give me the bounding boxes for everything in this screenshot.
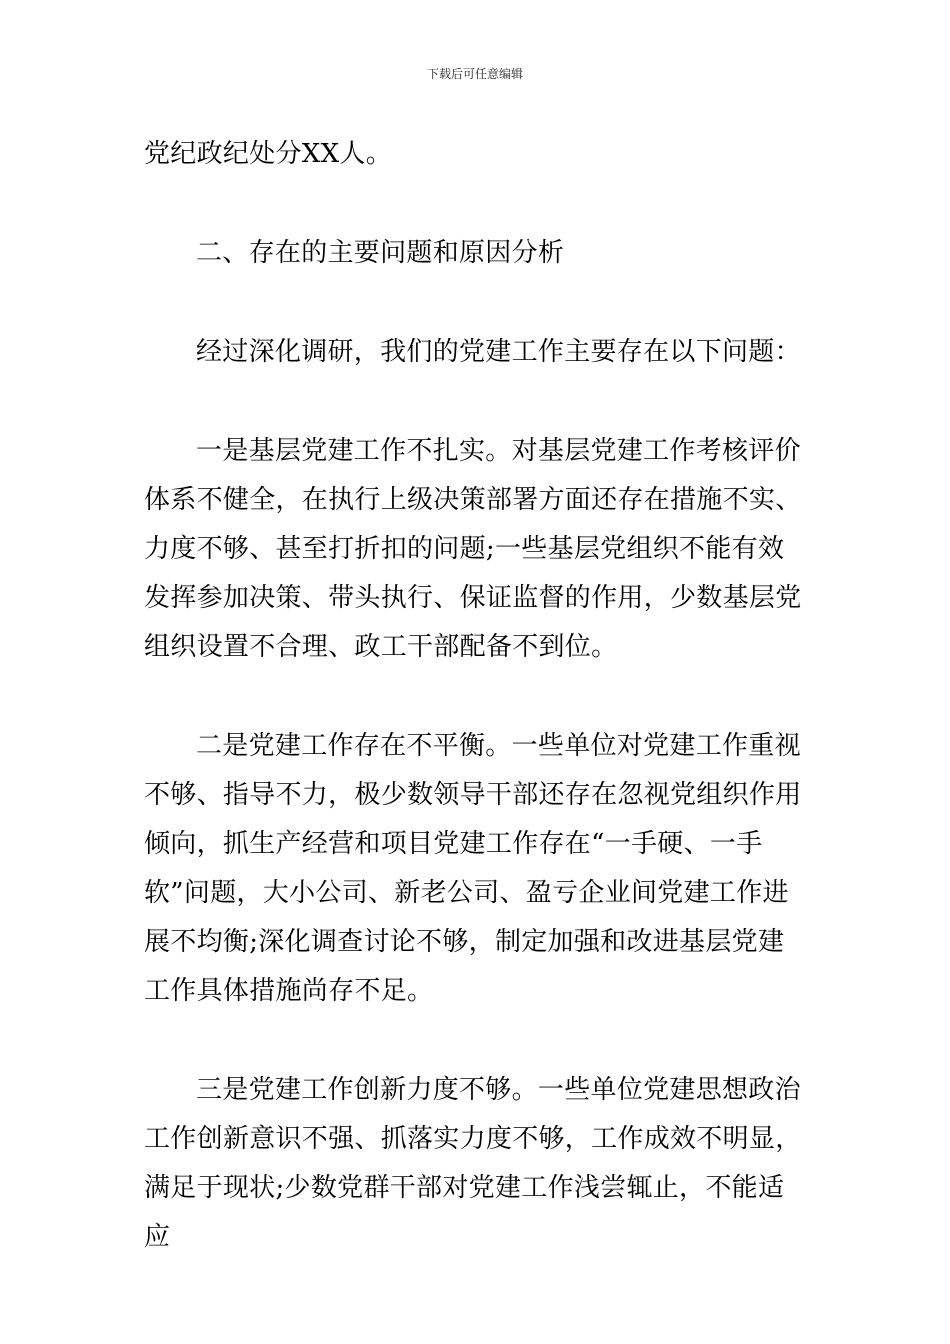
paragraph-problem-one: 一是基层党建工作不扎实。对基层党建工作考核评价体系不健全，在执行上级决策部署方面还存在措施不实、力度不够、甚至打折扣的问题;一些基层党组织不能有效发挥参加决策、带头执行、保证监督的作用，少数基层党组织设置不合理、政工干部配备不到位。 bbox=[144, 436, 802, 662]
paragraph-intro: 经过深化调研，我们的党建工作主要存在以下问题： bbox=[196, 337, 801, 367]
paragraph-problem-two: 二是党建工作存在不平衡。一些单位对党建工作重视不够、指导不力，极少数领导干部还存在忽视党组织作用倾向，抓生产经营和项目党建工作存在“一手硬、一手软”问题，大小公司、新老公司、盈亏企业间党建工作进展不均衡;深化调查讨论不够，制定加强和改进基层党建工作具体措施尚存不足。 bbox=[144, 731, 802, 1006]
section-heading: 二、存在的主要问题和原因分析 bbox=[196, 238, 565, 268]
paragraph-continuation: 党纪政纪处分XX人。 bbox=[144, 139, 393, 169]
page-header: 下载后可任意编辑 bbox=[426, 67, 523, 81]
paragraph-problem-three: 三是党建工作创新力度不够。一些单位党建思想政治工作创新意识不强、抓落实力度不够，工作成效不明显，满足于现状;少数党群干部对党建工作浅尝辄止，不能适应 bbox=[144, 1075, 802, 1252]
document-body bbox=[144, 130, 808, 1262]
